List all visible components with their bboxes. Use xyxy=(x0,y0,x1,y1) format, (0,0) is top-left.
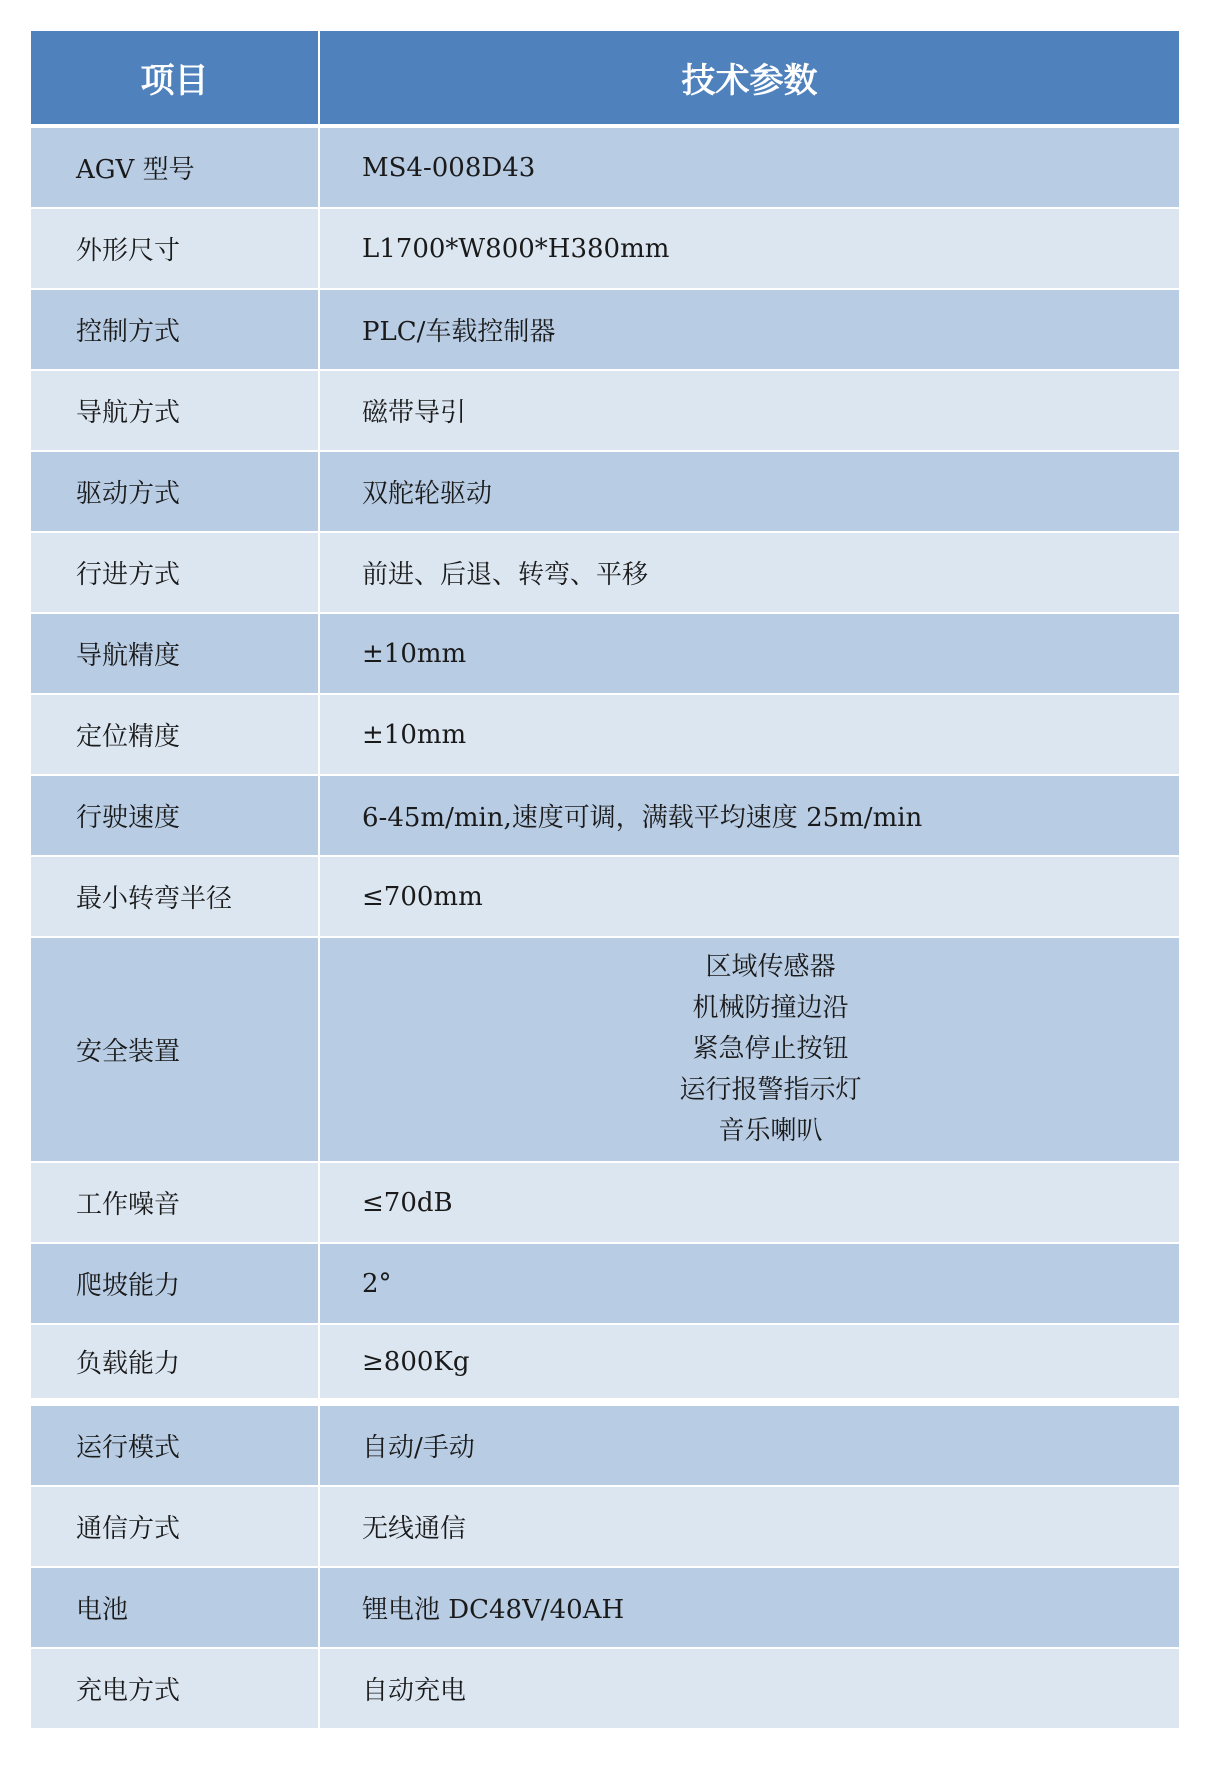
table-row xyxy=(31,1325,1179,1406)
table-row xyxy=(31,1406,1179,1487)
row-value: 无线通信 xyxy=(362,1514,467,1544)
row-value: ±10mm xyxy=(362,638,467,669)
row-label: 充电方式 xyxy=(31,1649,320,1728)
row-value: 前进、后退、转弯、平移 xyxy=(362,560,649,590)
table-row xyxy=(31,776,1179,857)
list-item: 机械防撞边沿 xyxy=(692,993,849,1023)
row-label: 通信方式 xyxy=(31,1487,320,1566)
table-row xyxy=(31,695,1179,776)
row-label: 工作噪音 xyxy=(31,1163,320,1242)
row-value: 自动/手动 xyxy=(362,1433,475,1463)
row-label: 控制方式 xyxy=(31,290,320,369)
row-value: 6-45m/min,速度可调，满载平均速度 25m/min xyxy=(362,803,923,833)
list-item: 音乐喇叭 xyxy=(718,1116,823,1146)
row-value: 磁带导引 xyxy=(362,398,467,428)
row-value: 自动充电 xyxy=(362,1676,467,1706)
row-label: 定位精度 xyxy=(31,695,320,774)
row-label: AGV 型号 xyxy=(31,128,320,207)
row-value: L1700*W800*H380mm xyxy=(362,233,670,264)
table-row xyxy=(31,209,1179,290)
list-item: 运行报警指示灯 xyxy=(679,1075,862,1105)
table-row xyxy=(31,1163,1179,1244)
table-row xyxy=(31,1568,1179,1649)
row-value: 双舵轮驱动 xyxy=(362,479,493,509)
row-value: ≥800Kg xyxy=(362,1346,470,1377)
row-label: 负载能力 xyxy=(31,1325,320,1398)
header-value: 技术参数 xyxy=(681,61,818,101)
row-label: 驱动方式 xyxy=(31,452,320,531)
row-value: MS4-008D43 xyxy=(362,152,536,183)
table-row xyxy=(31,857,1179,938)
table-row xyxy=(31,938,1179,1163)
table-row xyxy=(31,1649,1179,1730)
table-row xyxy=(31,371,1179,452)
row-value: ≤700mm xyxy=(362,881,483,912)
row-value: 锂电池 DC48V/40AH xyxy=(362,1595,625,1625)
row-label: 爬坡能力 xyxy=(31,1244,320,1323)
row-value: ≤70dB xyxy=(362,1187,453,1218)
table-row xyxy=(31,290,1179,371)
table-row xyxy=(31,1244,1179,1325)
table-row xyxy=(31,533,1179,614)
row-label: 外形尺寸 xyxy=(31,209,320,288)
row-value: PLC/车载控制器 xyxy=(362,317,556,347)
row-value: ±10mm xyxy=(362,719,467,750)
row-label: 导航方式 xyxy=(31,371,320,450)
list-item: 区域传感器 xyxy=(705,952,836,982)
row-value: 2° xyxy=(362,1268,392,1299)
spec-table xyxy=(31,31,1179,1730)
row-label: 行进方式 xyxy=(31,533,320,612)
row-value-list xyxy=(320,938,1179,1161)
table-row xyxy=(31,614,1179,695)
table-row xyxy=(31,452,1179,533)
row-label: 运行模式 xyxy=(31,1406,320,1485)
table-row xyxy=(31,1487,1179,1568)
table-row xyxy=(31,128,1179,209)
row-label: 导航精度 xyxy=(31,614,320,693)
row-label: 安全装置 xyxy=(31,938,320,1161)
list-item: 紧急停止按钮 xyxy=(692,1034,849,1064)
table-header xyxy=(31,31,1179,128)
header-item: 项目 xyxy=(31,31,320,124)
row-label: 行驶速度 xyxy=(31,776,320,855)
row-label: 最小转弯半径 xyxy=(31,857,320,936)
row-label: 电池 xyxy=(31,1568,320,1647)
